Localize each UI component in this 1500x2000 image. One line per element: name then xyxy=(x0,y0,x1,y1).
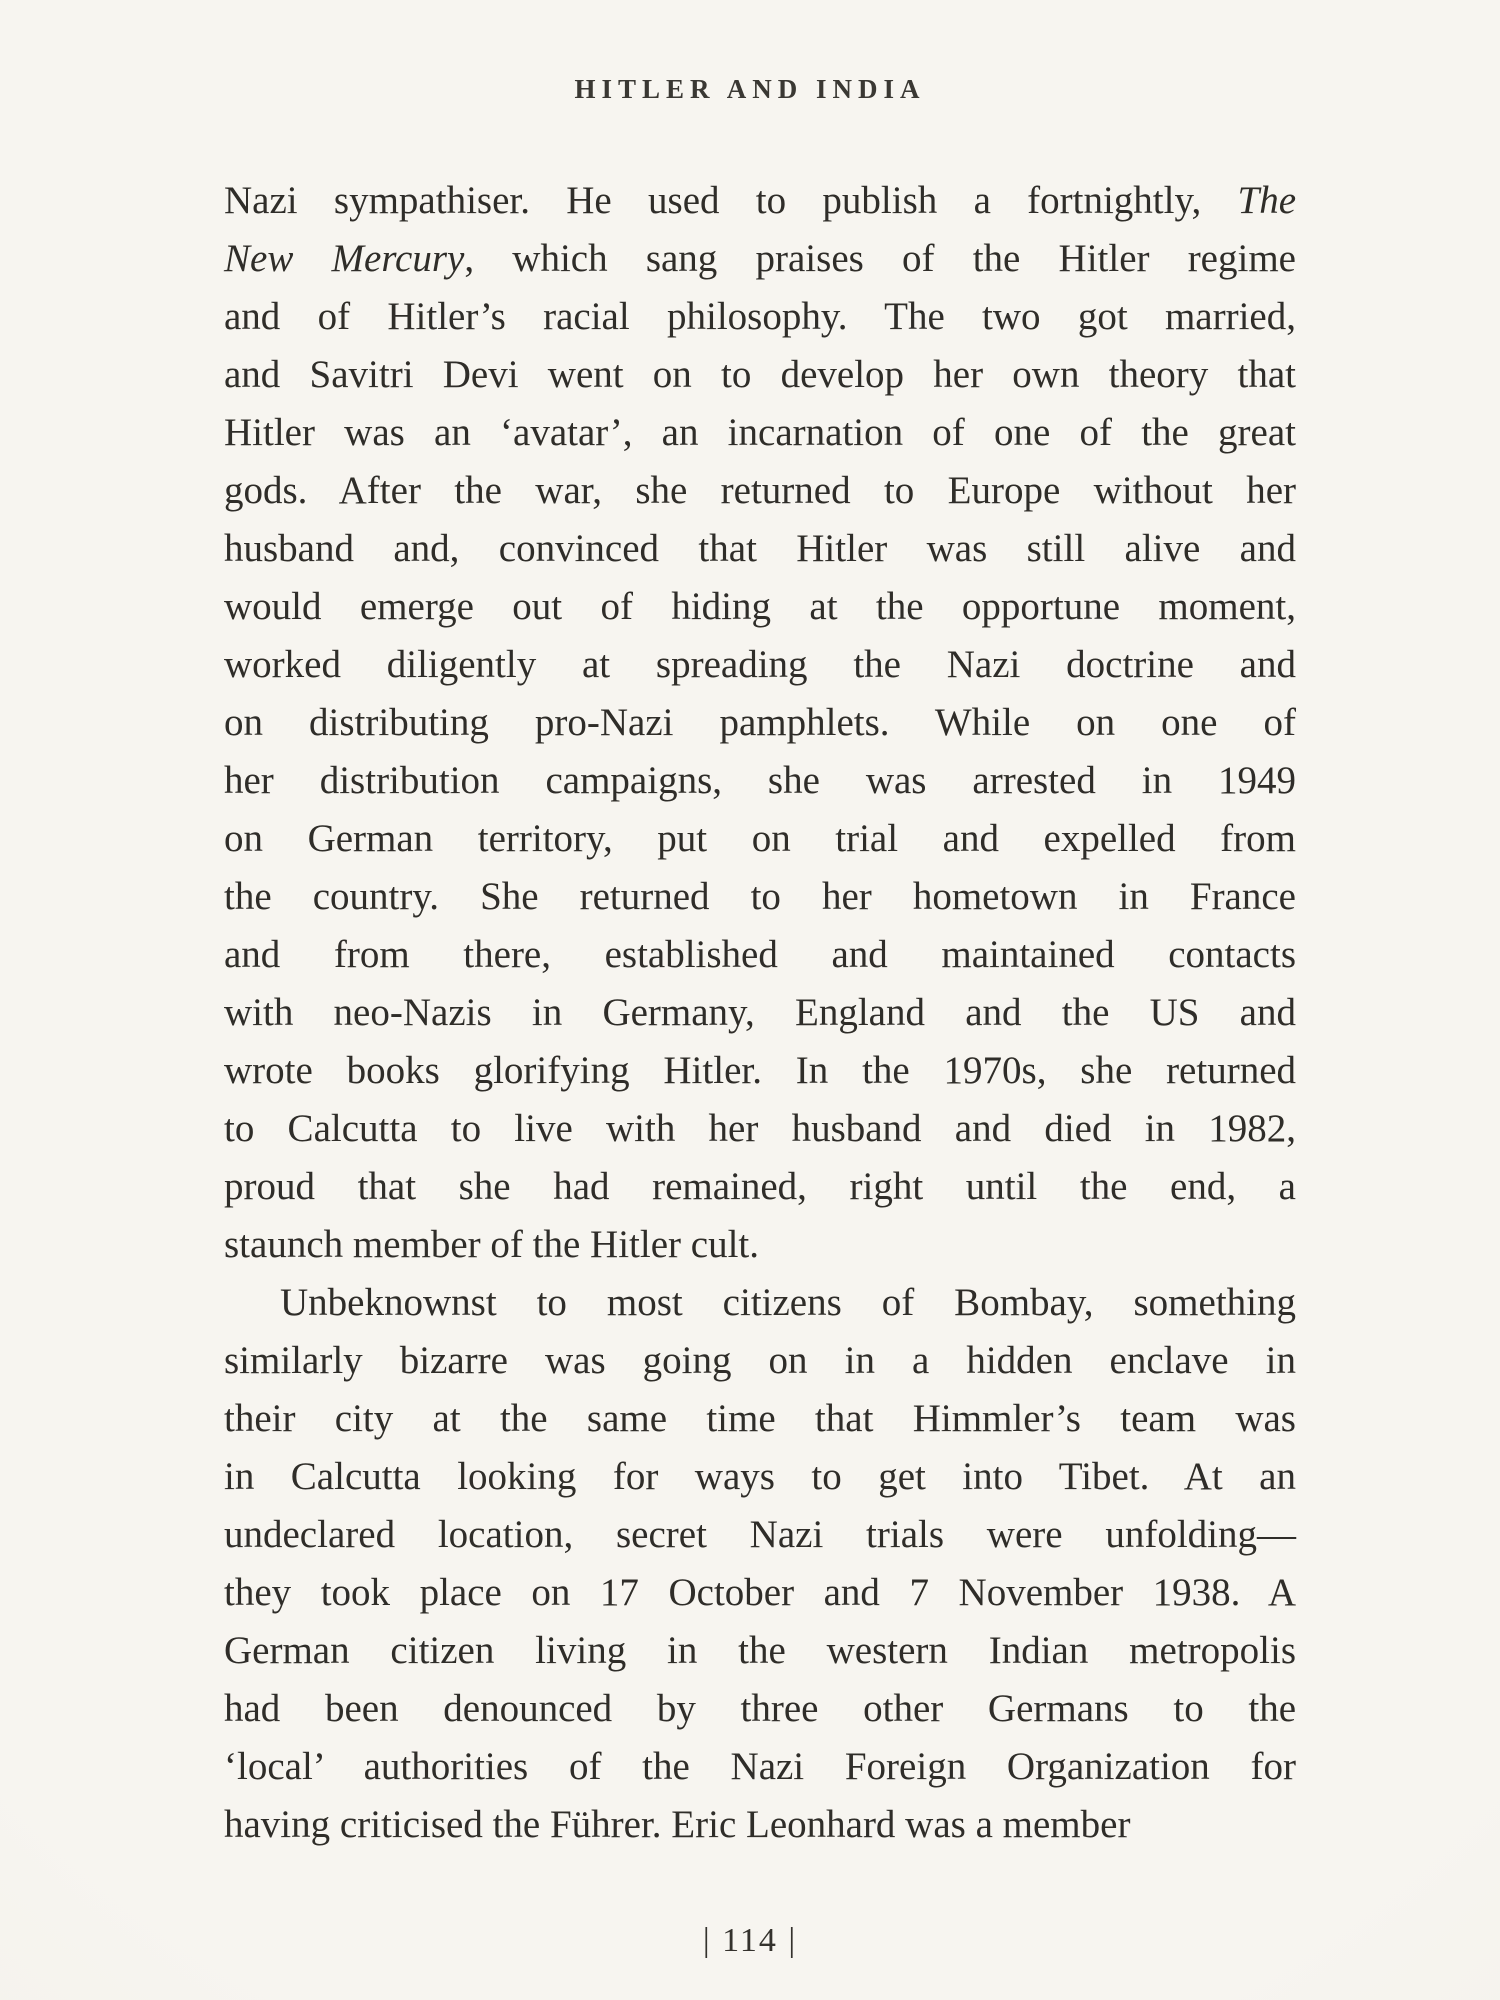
text-line xyxy=(224,984,1296,1042)
text-run: The xyxy=(1237,179,1296,222)
text-line xyxy=(224,288,1296,346)
text-line xyxy=(224,1796,1296,1854)
text-line xyxy=(224,1622,1296,1680)
text-line xyxy=(224,404,1296,462)
text-run: her distribution campaigns, she was arrested in 1949 xyxy=(224,759,1296,802)
text-line xyxy=(224,1100,1296,1158)
text-run: undeclared location, secret Nazi trials were unfolding— xyxy=(224,1513,1296,1556)
text-run: had been denounced by three other Germans to the xyxy=(224,1687,1296,1730)
text-run: they took place on 17 October and 7 November 1938. A xyxy=(224,1571,1296,1614)
text-line xyxy=(224,1506,1296,1564)
text-run: similarly bizarre was going on in a hidden enclave in xyxy=(224,1339,1296,1382)
text-run: and from there, established and maintained contacts xyxy=(224,933,1296,976)
text-run: Nazi sympathiser. He used to publish a fortnightly, xyxy=(224,179,1238,222)
paragraph xyxy=(224,172,1296,1274)
text-line xyxy=(224,1390,1296,1448)
text-run: on German territory, put on trial and expelled from xyxy=(224,817,1296,860)
text-run: the country. She returned to her hometown in France xyxy=(224,875,1296,918)
text-run: having criticised the Führer. Eric Leonhard was a member xyxy=(224,1803,1131,1846)
text-run: Hitler was an ‘avatar’, an incarnation of one of the great xyxy=(224,411,1296,454)
text-line xyxy=(224,752,1296,810)
text-line xyxy=(224,1216,1296,1274)
text-line xyxy=(224,520,1296,578)
text-run: on distributing pro-Nazi pamphlets. While on one of xyxy=(224,701,1296,744)
body-text xyxy=(224,172,1296,1854)
text-run: ‘local’ authorities of the Nazi Foreign Organization for xyxy=(224,1745,1296,1788)
text-run: staunch member of the Hitler cult. xyxy=(224,1223,759,1266)
text-line xyxy=(224,1332,1296,1390)
running-header: HITLER AND INDIA xyxy=(574,74,926,104)
text-line xyxy=(224,1680,1296,1738)
text-run: and Savitri Devi went on to develop her own theory that xyxy=(224,353,1296,396)
text-run: worked diligently at spreading the Nazi doctrine and xyxy=(224,643,1296,686)
text-run: , which sang praises of the Hitler regime xyxy=(464,237,1296,280)
text-run: would emerge out of hiding at the opportune moment, xyxy=(224,585,1296,628)
text-line xyxy=(224,1448,1296,1506)
text-line xyxy=(224,1042,1296,1100)
text-line xyxy=(224,172,1296,230)
page-number: | 114 | xyxy=(702,1922,798,1959)
text-run: New Mercury xyxy=(224,237,465,280)
paragraph xyxy=(224,1274,1296,1854)
text-run: proud that she had remained, right until the end, a xyxy=(224,1165,1296,1208)
text-run: to Calcutta to live with her husband and died in 1982, xyxy=(224,1107,1296,1150)
text-line xyxy=(224,462,1296,520)
text-run: Unbeknownst to most citizens of Bombay, something xyxy=(280,1281,1296,1324)
text-run: German citizen living in the western Indian metropolis xyxy=(224,1629,1296,1672)
text-run: husband and, convinced that Hitler was still alive and xyxy=(224,527,1296,570)
text-line xyxy=(224,578,1296,636)
text-run: and of Hitler’s racial philosophy. The two got married, xyxy=(224,295,1296,338)
text-line xyxy=(224,694,1296,752)
text-line xyxy=(224,868,1296,926)
text-run: in Calcutta looking for ways to get into Tibet. At an xyxy=(224,1455,1296,1498)
text-line xyxy=(224,810,1296,868)
text-run: wrote books glorifying Hitler. In the 1970s, she returned xyxy=(224,1049,1296,1092)
text-line xyxy=(224,1274,1296,1332)
text-line xyxy=(224,636,1296,694)
text-line xyxy=(224,346,1296,404)
text-run: their city at the same time that Himmler’s team was xyxy=(224,1397,1296,1440)
text-run: with neo-Nazis in Germany, England and the US and xyxy=(224,991,1296,1034)
text-line xyxy=(224,1564,1296,1622)
text-line xyxy=(224,926,1296,984)
text-run: gods. After the war, she returned to Europe without her xyxy=(224,469,1296,512)
text-line xyxy=(224,1158,1296,1216)
text-line xyxy=(224,230,1296,288)
text-line xyxy=(224,1738,1296,1796)
